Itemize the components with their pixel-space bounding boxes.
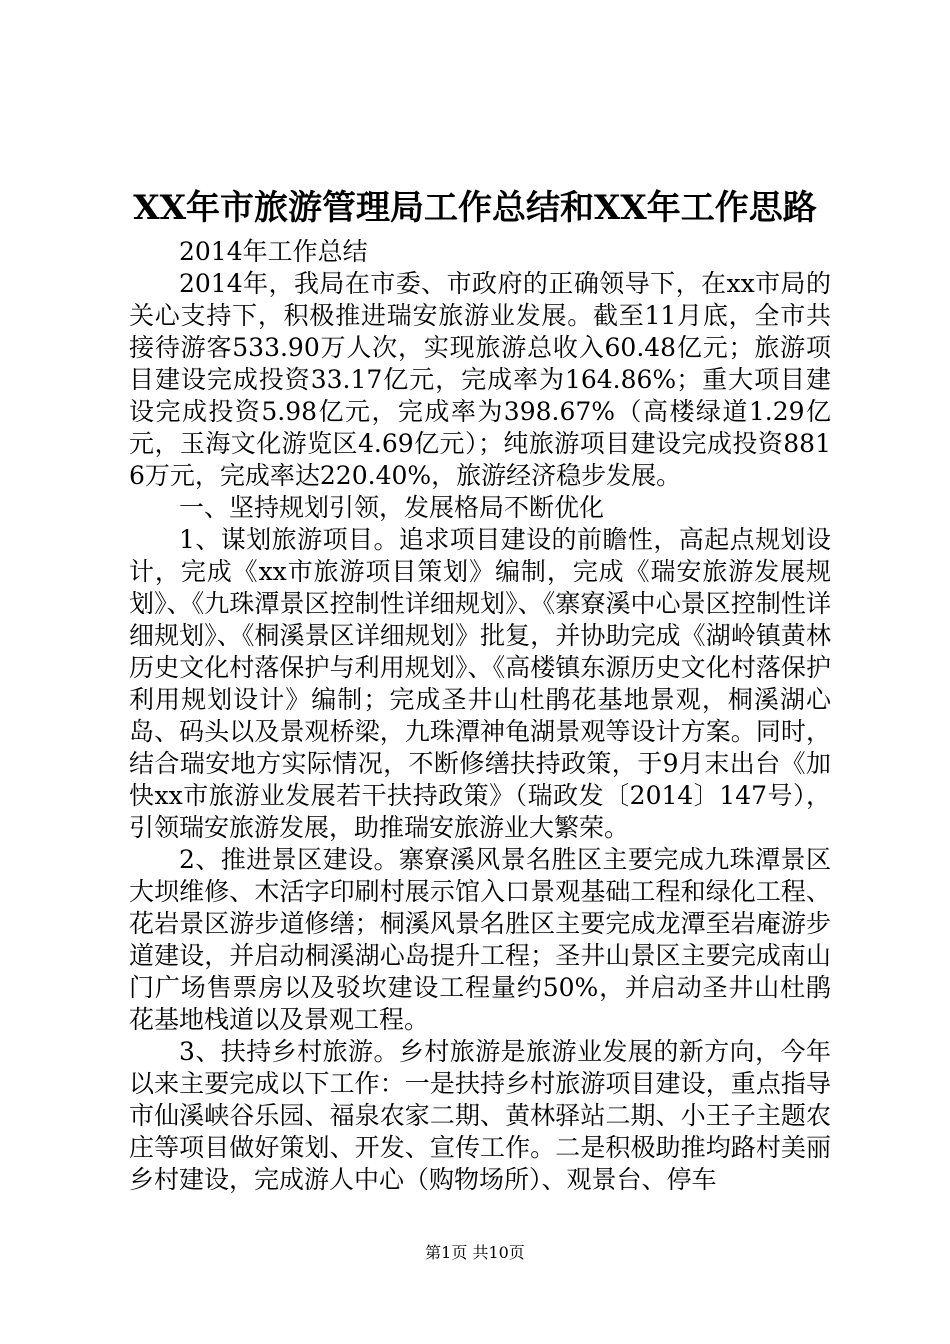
paragraph-rural-tourism: 3、扶持乡村旅游。乡村旅游是旅游业发展的新方向，今年以来主要完成以下工作：一是扶持乡村旅游项目建设，重点指导市仙溪峡谷乐园、福泉农家二期、黄林驿站二期、小王子主题农庄等项目做好策划、开发、宣传工作。二是积极助推均路村美丽乡村建设，完成游人中心（购物场所）、观景台、停车 [129, 1037, 831, 1194]
document-body [129, 236, 831, 1196]
paragraph-scenic-construction: 2、推进景区建设。寨寮溪风景名胜区主要完成九珠潭景区大坝维修、木活字印刷村展示馆入口景观基础工程和绿化工程、花岩景区游步道修缮；桐溪风景名胜区主要完成龙潭至岩庵游步道建设，并启动桐溪湖心岛提升工程；圣井山景区主要完成南山门广场售票房以及驳坎建设工程量约50%，并启动圣井山杜鹃花基地栈道以及景观工程。 [129, 845, 831, 1034]
paragraph-heading-planning: 一、坚持规划引领，发展格局不断优化 [179, 493, 605, 522]
document-title: XX年市旅游管理局工作总结和XX年工作思路 [133, 188, 817, 228]
page-number-footer: 第1页 共10页 [425, 1243, 525, 1262]
paragraph-section-heading: 2014年工作总结 [179, 237, 368, 266]
paragraph-project-planning: 1、谋划旅游项目。追求项目建设的前瞻性，高起点规划设计，完成《xx市旅游项目策划》编制，完成《瑞安旅游发展规划》、《九珠潭景区控制性详细规划》、《寨寮溪中心景区控制性详细规划》、《桐溪景区详细规划》批复，并协助完成《湖岭镇黄林历史文化村落保护与利用规划》、《高楼镇东源历史文化村落保护利用规划设计》编制；完成圣井山杜鹃花基地景观，桐溪湖心岛、码头以及景观桥梁，九珠潭神龟湖景观等设计方案。同时，结合瑞安地方实际情况，不断修缮扶持政策，于9月末出台《加快xx市旅游业发展若干扶持政策》（瑞政发〔2014〕147号），引领瑞安旅游发展，助推瑞安旅游业大繁荣。 [129, 525, 831, 842]
paragraph-summary: 2014年，我局在市委、市政府的正确领导下，在xx市局的关心支持下，积极推进瑞安旅游业发展。截至11月底，全市共接待游客533.90万人次，实现旅游总收入60.48亿元；旅游项目建设完成投资33.17亿元，完成率为164.86%；重大项目建设完成投资5.98亿元，完成率为398.67%（高楼绿道1.29亿元，玉海文化游览区4.69亿元）；纯旅游项目建设完成投资8816万元，完成率达220.40%，旅游经济稳步发展。 [129, 269, 831, 490]
